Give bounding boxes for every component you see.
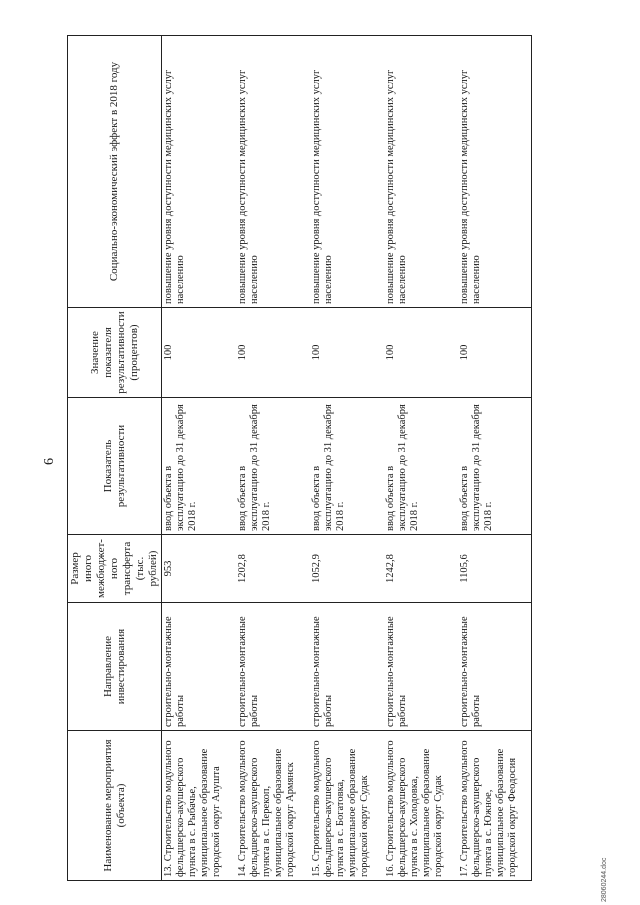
cell-amount: 953: [162, 535, 236, 603]
cell-amount: 1202,8: [236, 535, 310, 603]
cell-amount: 1242,8: [384, 535, 458, 603]
cell-value: 100: [310, 308, 384, 398]
cell-direction: строительно-монтажные работы: [162, 603, 236, 731]
table-row: [384, 36, 458, 881]
cell-indicator: ввод объекта в эксплуатацию до 31 декабря 2018 г.: [310, 398, 384, 535]
header-effect: Социально-экономический эффект в 2018 году: [68, 36, 162, 308]
cell-direction: строительно-монтажные работы: [310, 603, 384, 731]
header-name: Наименование мероприятия (объекта): [68, 731, 162, 881]
table-row: [162, 36, 236, 881]
cell-value: 100: [162, 308, 236, 398]
cell-indicator: ввод объекта в эксплуатацию до 31 декабря 2018 г.: [458, 398, 532, 535]
table-header-row: [68, 36, 162, 881]
cell-name: 13. Строительство модульного фельдшерско-акушерского пункта в с. Рыбачье, муниципальное образование городской округ Алушта: [162, 731, 236, 881]
page-number: 6: [42, 458, 57, 465]
cell-effect: повышение уровня доступности медицинских услуг населению: [236, 36, 310, 308]
cell-effect: повышение уровня доступности медицинских услуг населению: [162, 36, 236, 308]
cell-name: 16. Строительство модульного фельдшерско-акушерского пункта в с. Холодовка, муниципальное образование городской округ Судак: [384, 731, 458, 881]
cell-value: 100: [458, 308, 532, 398]
table-row: [236, 36, 310, 881]
cell-indicator: ввод объекта в эксплуатацию до 31 декабря 2018 г.: [162, 398, 236, 535]
cell-effect: повышение уровня доступности медицинских услуг населению: [458, 36, 532, 308]
table-row: [458, 36, 532, 881]
header-value: Значение показателя результативности (процентов): [68, 308, 162, 398]
cell-direction: строительно-монтажные работы: [384, 603, 458, 731]
header-indicator: Показатель результативности: [68, 398, 162, 535]
cell-effect: повышение уровня доступности медицинских услуг населению: [310, 36, 384, 308]
table-row: [310, 36, 384, 881]
cell-value: 100: [236, 308, 310, 398]
header-amount: Размер иного межбюджет-ного трансферта (тыс. рублей): [68, 535, 162, 603]
cell-name: 17. Строительство модульного фельдшерско-акушерского пункта в с. Южное, муниципальное образование городской округ Феодосия: [458, 731, 532, 881]
cell-value: 100: [384, 308, 458, 398]
cell-indicator: ввод объекта в эксплуатацию до 31 декабря 2018 г.: [384, 398, 458, 535]
document-file-code: 28060244.doc: [601, 857, 608, 902]
investment-table: [67, 35, 532, 881]
cell-name: 15. Строительство модульного фельдшерско-акушерского пункта в с. Богатовка, муниципальное образование городской округ Судак: [310, 731, 384, 881]
cell-amount: 1105,6: [458, 535, 532, 603]
cell-direction: строительно-монтажные работы: [236, 603, 310, 731]
cell-name: 14. Строительство модульного фельдшерско-акушерского пункта в с. Перекоп, муниципальное образование городской округ Армянск: [236, 731, 310, 881]
header-direction: Направление инвестирования: [68, 603, 162, 731]
cell-direction: строительно-монтажные работы: [458, 603, 532, 731]
cell-effect: повышение уровня доступности медицинских услуг населению: [384, 36, 458, 308]
cell-indicator: ввод объекта в эксплуатацию до 31 декабря 2018 г.: [236, 398, 310, 535]
cell-amount: 1052,9: [310, 535, 384, 603]
